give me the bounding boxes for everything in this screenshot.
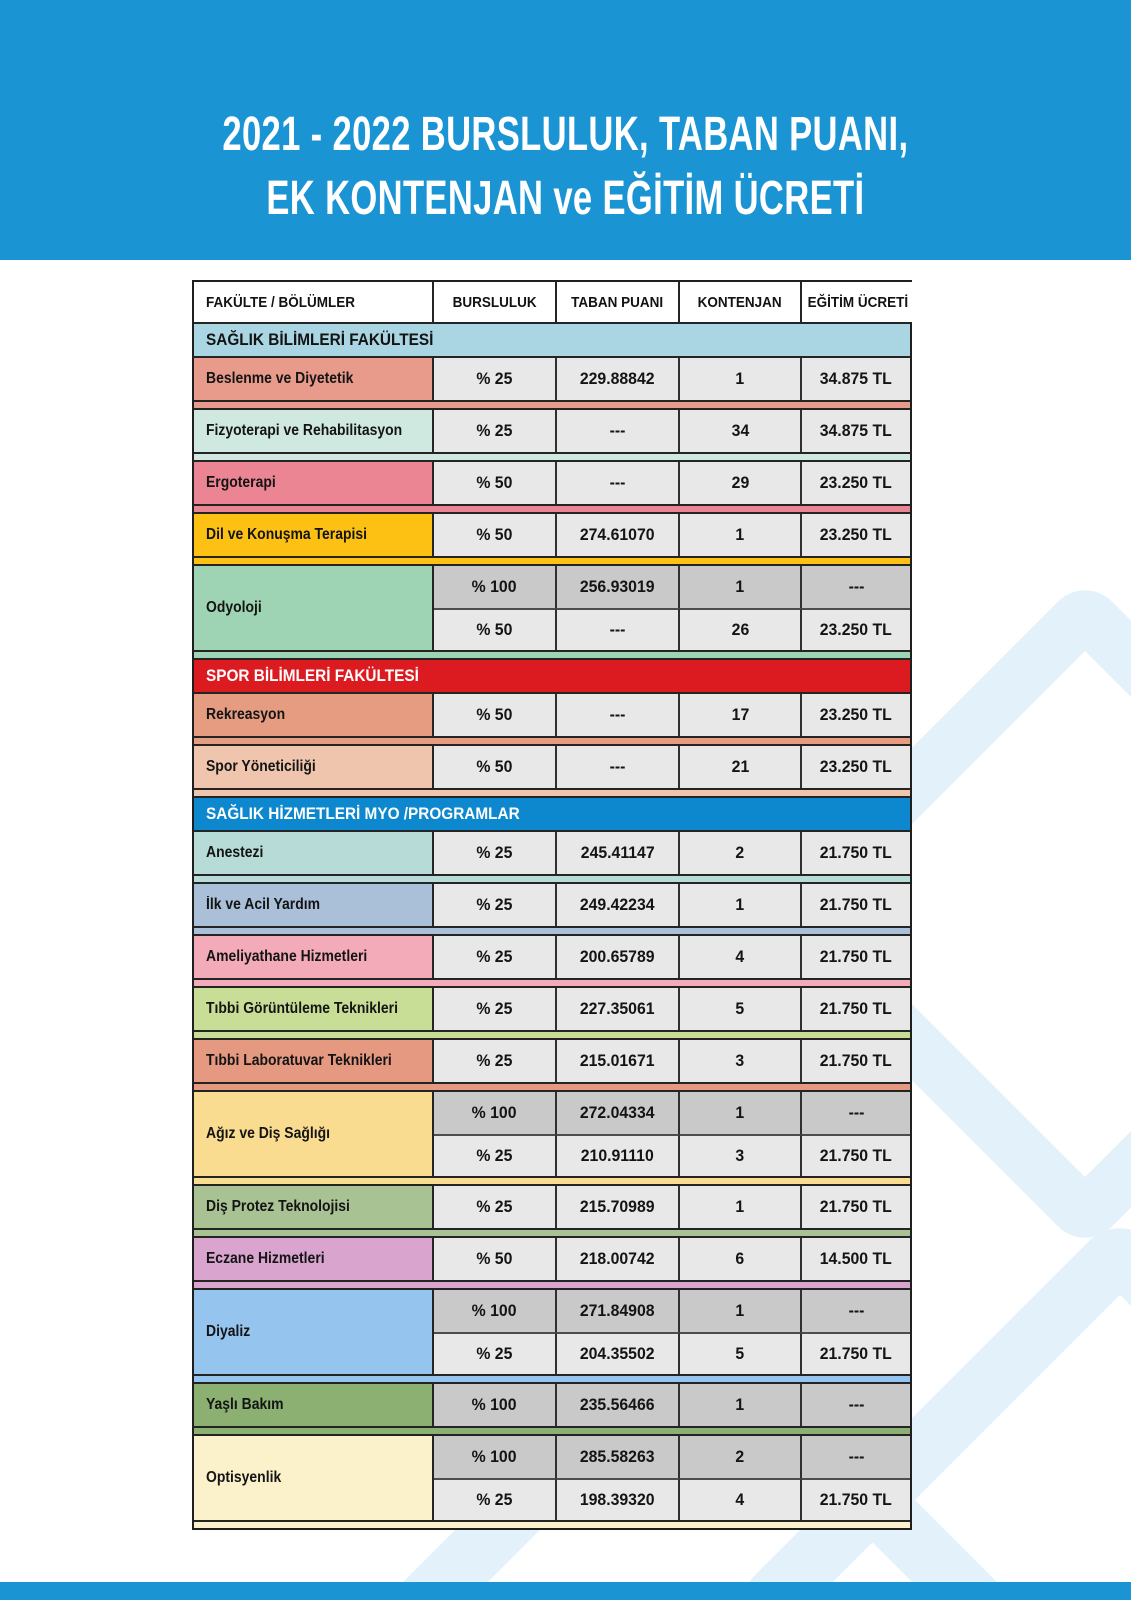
program-row — [194, 934, 910, 978]
program-row — [194, 1236, 910, 1280]
cell-ucret — [802, 358, 910, 400]
cell-value: 249.42234 — [580, 895, 655, 914]
cell-value: 271.84908 — [580, 1301, 655, 1320]
cell-ucret — [802, 746, 910, 788]
program-name: Tıbbi Görüntüleme Teknikleri — [206, 1000, 398, 1017]
cell-bursluluk — [434, 358, 557, 400]
cell-value: % 25 — [476, 1344, 513, 1363]
program-row — [194, 1288, 910, 1374]
cell-value: 285.58263 — [580, 1447, 655, 1466]
program-name-cell — [194, 514, 434, 556]
cell-bursluluk — [434, 1134, 557, 1176]
column-header — [194, 282, 434, 322]
program-row — [194, 408, 910, 452]
program-name-cell — [194, 1186, 434, 1228]
cell-taban — [557, 566, 680, 608]
cell-ucret — [802, 1290, 910, 1332]
row-separator — [194, 788, 910, 796]
cell-ucret — [802, 694, 910, 736]
cell-kontenjan — [680, 358, 802, 400]
column-header-label: FAKÜLTE / BÖLÜMLER — [206, 293, 355, 311]
row-separator — [194, 874, 910, 882]
cell-value: 215.70989 — [580, 1197, 655, 1216]
cell-taban — [557, 1238, 680, 1280]
cell-value: --- — [609, 705, 626, 724]
cell-value: --- — [848, 1395, 864, 1414]
cell-taban — [557, 358, 680, 400]
cell-taban — [557, 832, 680, 874]
cell-value: % 25 — [476, 947, 513, 966]
cell-value: 21.750 TL — [819, 1197, 893, 1216]
cell-bursluluk — [434, 694, 557, 736]
cell-value: 14.500 TL — [819, 1249, 893, 1268]
program-row — [194, 986, 910, 1030]
cell-bursluluk — [434, 462, 557, 504]
cell-value: 4 — [735, 1490, 745, 1509]
program-name: Optisyenlik — [206, 1469, 282, 1486]
row-separator — [194, 736, 910, 744]
column-header-label: KONTENJAN — [697, 293, 783, 311]
page-title-line2: EK KONTENJAN ve EĞİTİM ÜCRETİ — [266, 171, 865, 225]
cell-value: 6 — [735, 1249, 745, 1268]
cell-ucret — [802, 832, 910, 874]
program-name: Beslenme ve Diyetetik — [206, 370, 354, 387]
cell-ucret — [802, 1384, 910, 1426]
row-separator — [194, 650, 910, 658]
program-row — [194, 692, 910, 736]
program-name-cell — [194, 358, 434, 400]
program-name-cell — [194, 566, 434, 650]
cell-value: % 50 — [476, 525, 513, 544]
cell-kontenjan — [680, 988, 802, 1030]
cell-value: % 50 — [476, 705, 513, 724]
cell-taban — [557, 694, 680, 736]
cell-value: --- — [848, 577, 864, 596]
cell-taban — [557, 1040, 680, 1082]
program-name-cell — [194, 884, 434, 926]
cell-value: 1 — [735, 525, 745, 544]
section-header — [194, 322, 910, 356]
cell-ucret — [802, 1436, 910, 1478]
cell-ucret — [802, 608, 910, 650]
cell-taban — [557, 936, 680, 978]
cell-value: 235.56466 — [580, 1395, 655, 1414]
cell-ucret — [802, 1478, 910, 1520]
cell-kontenjan — [680, 1290, 802, 1332]
tuition-fee-table — [192, 280, 912, 1530]
cell-kontenjan — [680, 1238, 802, 1280]
row-separator — [194, 926, 910, 934]
column-header — [680, 282, 802, 322]
cell-kontenjan — [680, 1134, 802, 1176]
cell-value: 5 — [735, 999, 745, 1018]
cell-value: % 100 — [472, 1301, 517, 1320]
section-header-label: SAĞLIK BİLİMLERİ FAKÜLTESİ — [206, 330, 434, 349]
cell-value: 218.00742 — [580, 1249, 655, 1268]
program-name: Diyaliz — [206, 1323, 251, 1340]
section-header-label: SPOR BİLİMLERİ FAKÜLTESİ — [206, 666, 419, 685]
cell-value: 2 — [735, 1447, 745, 1466]
row-separator — [194, 1374, 910, 1382]
cell-value: 215.01671 — [580, 1051, 655, 1070]
program-name: Fizyoterapi ve Rehabilitasyon — [206, 422, 403, 439]
section-header-label: SAĞLIK HİZMETLERİ MYO /PROGRAMLAR — [206, 804, 520, 823]
cell-value: % 100 — [472, 1103, 517, 1122]
cell-value: 1 — [735, 1197, 745, 1216]
cell-ucret — [802, 566, 910, 608]
program-row — [194, 882, 910, 926]
cell-bursluluk — [434, 566, 557, 608]
cell-taban — [557, 608, 680, 650]
cell-value: 256.93019 — [580, 577, 655, 596]
program-name: Diş Protez Teknolojisi — [206, 1198, 350, 1215]
cell-bursluluk — [434, 1186, 557, 1228]
cell-value: 17 — [731, 705, 749, 724]
cell-taban — [557, 884, 680, 926]
program-name-cell — [194, 832, 434, 874]
row-separator — [194, 1426, 910, 1434]
cell-value: % 50 — [476, 473, 513, 492]
cell-value: --- — [609, 473, 626, 492]
cell-value: % 100 — [472, 577, 517, 596]
cell-value: % 25 — [476, 1051, 513, 1070]
row-separator — [194, 1176, 910, 1184]
cell-taban — [557, 1092, 680, 1134]
program-name: Ameliyathane Hizmetleri — [206, 948, 368, 965]
program-name: Odyoloji — [206, 599, 262, 616]
program-name-cell — [194, 1092, 434, 1176]
program-row — [194, 1038, 910, 1082]
cell-value: % 100 — [472, 1395, 517, 1414]
cell-kontenjan — [680, 694, 802, 736]
cell-value: 1 — [735, 369, 745, 388]
column-header — [802, 282, 914, 322]
cell-ucret — [802, 884, 910, 926]
cell-value: 23.250 TL — [819, 705, 893, 724]
cell-value: 200.65789 — [580, 947, 655, 966]
cell-bursluluk — [434, 884, 557, 926]
cell-value: --- — [609, 421, 626, 440]
cell-ucret — [802, 1238, 910, 1280]
row-separator — [194, 452, 910, 460]
section-header — [194, 796, 910, 830]
program-name-cell — [194, 694, 434, 736]
cell-ucret — [802, 1134, 910, 1176]
cell-value: % 25 — [476, 843, 513, 862]
program-name: Rekreasyon — [206, 706, 286, 723]
cell-value: % 25 — [476, 421, 513, 440]
program-row — [194, 356, 910, 400]
cell-ucret — [802, 410, 910, 452]
cell-value: % 25 — [476, 1146, 513, 1165]
cell-value: 34.875 TL — [819, 369, 893, 388]
program-name: Ağız ve Diş Sağlığı — [206, 1125, 331, 1142]
program-row — [194, 744, 910, 788]
cell-value: 1 — [735, 1103, 745, 1122]
cell-kontenjan — [680, 1040, 802, 1082]
cell-taban — [557, 1186, 680, 1228]
row-separator — [194, 1228, 910, 1236]
program-name: Spor Yöneticiliği — [206, 758, 316, 775]
cell-value: 34.875 TL — [819, 421, 893, 440]
cell-kontenjan — [680, 566, 802, 608]
program-row — [194, 564, 910, 650]
cell-value: 1 — [735, 895, 745, 914]
cell-ucret — [802, 1186, 910, 1228]
cell-taban — [557, 1436, 680, 1478]
cell-value: % 50 — [476, 757, 513, 776]
cell-taban — [557, 410, 680, 452]
cell-taban — [557, 1384, 680, 1426]
program-name-cell — [194, 746, 434, 788]
program-row — [194, 1434, 910, 1520]
row-separator — [194, 1280, 910, 1288]
section-header — [194, 658, 910, 692]
program-name: Tıbbi Laboratuvar Teknikleri — [206, 1052, 392, 1069]
cell-kontenjan — [680, 514, 802, 556]
cell-value: 245.41147 — [580, 843, 655, 862]
cell-value: 1 — [735, 577, 745, 596]
page-title — [89, 103, 1042, 230]
cell-value: 21 — [731, 757, 749, 776]
cell-bursluluk — [434, 746, 557, 788]
cell-kontenjan — [680, 1436, 802, 1478]
cell-value: 4 — [735, 947, 745, 966]
cell-value: 23.250 TL — [819, 525, 893, 544]
cell-value: 26 — [731, 620, 749, 639]
program-name: Yaşlı Bakım — [206, 1396, 284, 1413]
cell-bursluluk — [434, 1332, 557, 1374]
cell-kontenjan — [680, 936, 802, 978]
cell-ucret — [802, 936, 910, 978]
cell-bursluluk — [434, 410, 557, 452]
cell-bursluluk — [434, 936, 557, 978]
row-separator — [194, 1082, 910, 1090]
column-header — [557, 282, 680, 322]
cell-taban — [557, 1478, 680, 1520]
program-name: Ergoterapi — [206, 474, 276, 491]
cell-bursluluk — [434, 988, 557, 1030]
cell-value: --- — [848, 1103, 864, 1122]
cell-value: 229.88842 — [580, 369, 655, 388]
program-name: Eczane Hizmetleri — [206, 1250, 325, 1267]
program-name-cell — [194, 1384, 434, 1426]
cell-kontenjan — [680, 1092, 802, 1134]
program-name-cell — [194, 410, 434, 452]
cell-kontenjan — [680, 746, 802, 788]
page-title-line1: 2021 - 2022 BURSLULUK, TABAN PUANI, — [222, 108, 909, 162]
row-separator — [194, 556, 910, 564]
cell-value: 34 — [731, 421, 749, 440]
row-separator — [194, 978, 910, 986]
cell-value: 21.750 TL — [819, 947, 893, 966]
cell-bursluluk — [434, 608, 557, 650]
cell-value: 21.750 TL — [819, 1051, 893, 1070]
program-row — [194, 512, 910, 556]
cell-bursluluk — [434, 1384, 557, 1426]
cell-value: 23.250 TL — [819, 620, 893, 639]
table-header-row — [194, 282, 910, 322]
cell-value: --- — [848, 1447, 864, 1466]
cell-kontenjan — [680, 1332, 802, 1374]
cell-value: % 25 — [476, 895, 513, 914]
program-name-cell — [194, 462, 434, 504]
cell-value: 21.750 TL — [819, 999, 893, 1018]
cell-ucret — [802, 462, 910, 504]
program-name-cell — [194, 936, 434, 978]
column-header — [434, 282, 557, 322]
program-row — [194, 460, 910, 504]
column-header-label: EĞİTİM ÜCRETİ — [807, 293, 909, 311]
cell-bursluluk — [434, 1040, 557, 1082]
program-row — [194, 1184, 910, 1228]
cell-value: 23.250 TL — [819, 473, 893, 492]
cell-value: 198.39320 — [580, 1490, 655, 1509]
row-separator — [194, 400, 910, 408]
cell-ucret — [802, 1092, 910, 1134]
cell-bursluluk — [434, 1478, 557, 1520]
cell-taban — [557, 1134, 680, 1176]
program-name-cell — [194, 1436, 434, 1520]
cell-taban — [557, 1290, 680, 1332]
cell-value: 23.250 TL — [819, 757, 893, 776]
page-header-banner — [0, 0, 1131, 260]
cell-value: % 50 — [476, 1249, 513, 1268]
program-name: Anestezi — [206, 844, 264, 861]
cell-value: --- — [609, 757, 626, 776]
cell-value: % 25 — [476, 1490, 513, 1509]
cell-kontenjan — [680, 410, 802, 452]
program-name-cell — [194, 1290, 434, 1374]
cell-bursluluk — [434, 1436, 557, 1478]
program-name: Dil ve Konuşma Terapisi — [206, 526, 368, 543]
cell-ucret — [802, 514, 910, 556]
cell-ucret — [802, 988, 910, 1030]
cell-kontenjan — [680, 1384, 802, 1426]
cell-bursluluk — [434, 1092, 557, 1134]
cell-value: 1 — [735, 1395, 745, 1414]
program-name: İlk ve Acil Yardım — [206, 896, 321, 913]
cell-taban — [557, 988, 680, 1030]
row-separator — [194, 504, 910, 512]
cell-value: 5 — [735, 1344, 745, 1363]
cell-bursluluk — [434, 1238, 557, 1280]
cell-value: 227.35061 — [580, 999, 655, 1018]
program-name-cell — [194, 1238, 434, 1280]
column-header-label: TABAN PUANI — [571, 293, 664, 311]
program-row — [194, 830, 910, 874]
content-area — [0, 260, 1131, 1600]
cell-value: % 25 — [476, 1197, 513, 1216]
cell-kontenjan — [680, 462, 802, 504]
row-separator — [194, 1030, 910, 1038]
cell-kontenjan — [680, 1478, 802, 1520]
cell-value: 21.750 TL — [819, 1146, 893, 1165]
cell-taban — [557, 462, 680, 504]
cell-value: % 25 — [476, 369, 513, 388]
cell-value: --- — [848, 1301, 864, 1320]
cell-kontenjan — [680, 608, 802, 650]
program-name-cell — [194, 1040, 434, 1082]
cell-value: 3 — [735, 1051, 745, 1070]
cell-taban — [557, 1332, 680, 1374]
cell-bursluluk — [434, 514, 557, 556]
cell-value: 21.750 TL — [819, 895, 893, 914]
cell-taban — [557, 514, 680, 556]
cell-value: 272.04334 — [580, 1103, 655, 1122]
program-row — [194, 1090, 910, 1176]
cell-kontenjan — [680, 1186, 802, 1228]
cell-value: 1 — [735, 1301, 745, 1320]
program-row — [194, 1382, 910, 1426]
cell-value: 204.35502 — [580, 1344, 655, 1363]
cell-value: 21.750 TL — [819, 843, 893, 862]
cell-ucret — [802, 1332, 910, 1374]
cell-value: 2 — [735, 843, 745, 862]
cell-value: 21.750 TL — [819, 1344, 893, 1363]
cell-value: 21.750 TL — [819, 1490, 893, 1509]
cell-value: 3 — [735, 1146, 745, 1165]
cell-bursluluk — [434, 832, 557, 874]
cell-value: 274.61070 — [580, 525, 655, 544]
cell-value: % 25 — [476, 999, 513, 1018]
cell-value: % 50 — [476, 620, 513, 639]
row-separator — [194, 1520, 910, 1528]
cell-value: % 100 — [472, 1447, 517, 1466]
cell-value: 29 — [731, 473, 749, 492]
cell-value: 210.91110 — [580, 1146, 654, 1165]
cell-value: --- — [609, 620, 626, 639]
cell-ucret — [802, 1040, 910, 1082]
cell-taban — [557, 746, 680, 788]
program-name-cell — [194, 988, 434, 1030]
column-header-label: BURSLULUK — [452, 293, 537, 311]
cell-kontenjan — [680, 884, 802, 926]
cell-bursluluk — [434, 1290, 557, 1332]
footer-bar — [0, 1582, 1131, 1600]
cell-kontenjan — [680, 832, 802, 874]
